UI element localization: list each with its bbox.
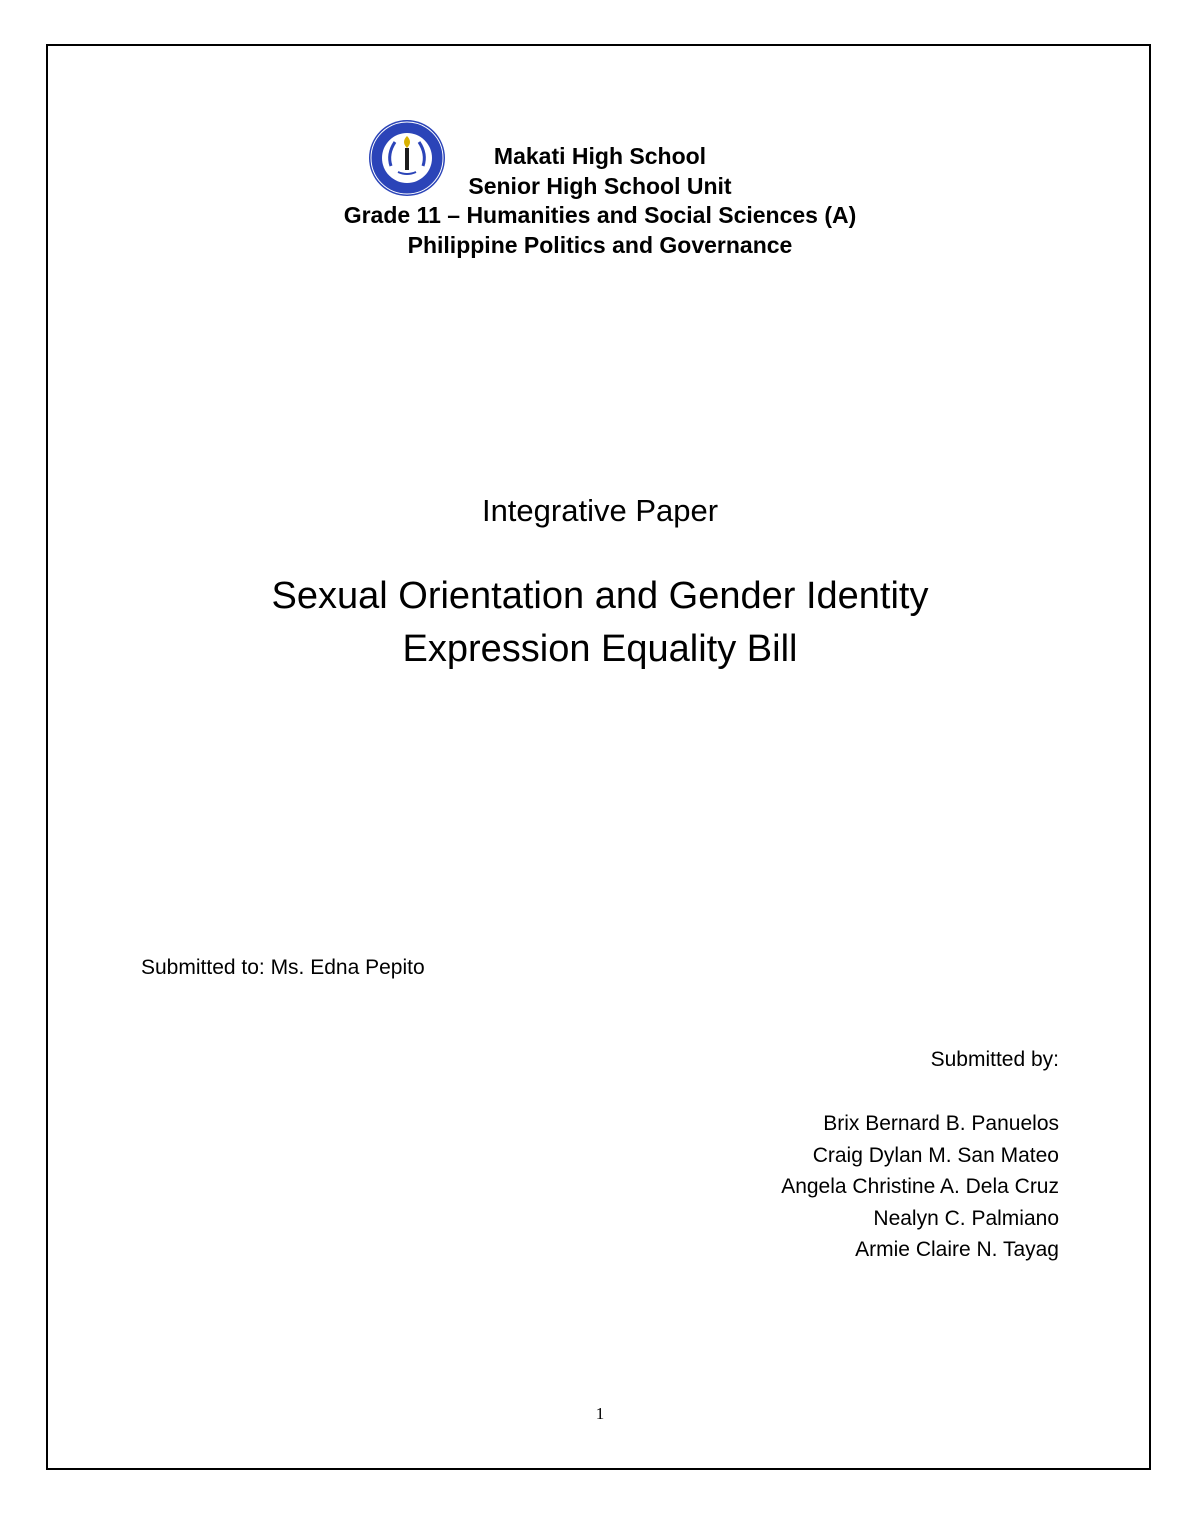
member-name: Craig Dylan M. San Mateo (812, 1143, 1059, 1167)
submitted-to: Submitted to: Ms. Edna Pepito (141, 956, 425, 979)
member-list (781, 1108, 1059, 1266)
paper-title (0, 570, 1200, 676)
page-number: 1 (595, 1404, 605, 1423)
grade-section: Grade 11 – Humanities and Social Sciences (A) (343, 202, 857, 228)
paper-type: Integrative Paper (481, 493, 719, 528)
subject-name: Philippine Politics and Governance (407, 231, 793, 258)
school-header (0, 142, 1200, 260)
member-name: Angela Christine A. Dela Cruz (781, 1175, 1059, 1198)
school-unit: Senior High School Unit (468, 172, 732, 199)
member-name: Brix Bernard B. Panuelos (823, 1112, 1059, 1135)
member-name: Armie Claire N. Tayag (855, 1238, 1059, 1261)
school-name: Makati High School (493, 143, 707, 169)
paper-title-line-1: Sexual Orientation and Gender Identity (271, 575, 929, 617)
submitted-by-label: Submitted by: (930, 1048, 1059, 1071)
member-name: Nealyn C. Palmiano (873, 1206, 1059, 1230)
paper-title-line-2: Expression Equality Bill (402, 628, 798, 670)
